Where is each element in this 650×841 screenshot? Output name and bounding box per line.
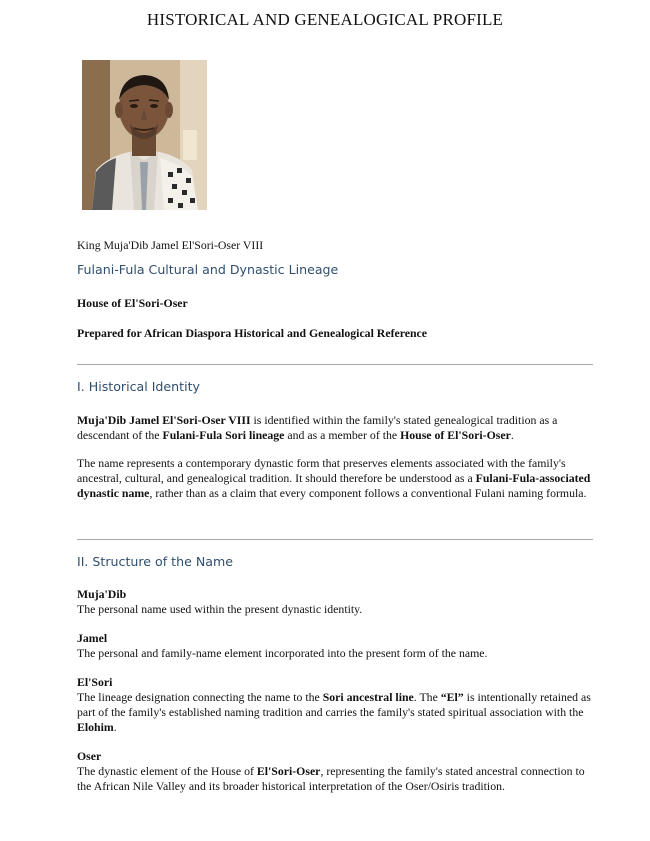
text-run: . xyxy=(113,720,117,734)
text-bold: Muja'Dib Jamel El'Sori-Oser VIII xyxy=(77,413,251,427)
text-run: is intentionally retained as part of the family's established naming tradition and carries the family's stated spiritual association with the xyxy=(77,690,591,719)
text-bold: Fulani-Fula Sori lineage xyxy=(162,428,285,442)
text-run: The dynastic element of the House of xyxy=(77,764,257,778)
text-run: The lineage designation connecting the name to the xyxy=(77,690,323,704)
text-run: is identified within the family's stated genealogical tradition as a descendant of the xyxy=(77,413,558,442)
text-run: , rather than as a claim that every component follows a conventional Fulani naming formula. xyxy=(149,486,587,500)
name-definition-jamel: The personal and family-name element incorporated into the present form of the name. xyxy=(77,646,488,660)
text-bold: House of El'Sori-Oser xyxy=(400,428,511,442)
name-term-oser: Oser xyxy=(77,749,102,763)
historical-identity-paragraph-2 xyxy=(77,456,593,501)
name-definition-mujadib: The personal name used within the present dynastic identity. xyxy=(77,602,363,616)
name-term-jamel: Jamel xyxy=(77,631,108,645)
name-definition-elsori xyxy=(77,690,593,735)
text-bold: El'Sori-Oser xyxy=(256,764,321,778)
text-run: . The xyxy=(413,690,441,704)
text-run: The name represents a contemporary dynastic form that preserves elements associated with the family's ancestral, cultural, and genealogical tradition. It should therefore be understood as a xyxy=(77,456,566,485)
name-definition-oser xyxy=(77,764,593,794)
text-bold: Fulani-Fula-associated dynastic name xyxy=(77,471,591,500)
section-divider xyxy=(77,539,593,540)
text-run: , representing the family's stated ancestral connection to the African Nile Valley and its broader historical interpretation of the Oser/Osiris tradition. xyxy=(77,764,585,793)
text-run: . xyxy=(510,428,514,442)
name-term-mujadib: Muja'Dib xyxy=(77,587,127,601)
text-run: and as a member of the xyxy=(284,428,401,442)
section-divider xyxy=(77,364,593,365)
text-bold: “El” xyxy=(440,690,464,704)
portrait-photo xyxy=(82,60,207,210)
name-term-elsori: El'Sori xyxy=(77,675,113,689)
house-name: House of El'Sori-Oser xyxy=(77,296,188,310)
subject-name: King Muja'Dib Jamel El'Sori-Oser VIII xyxy=(77,238,264,252)
text-bold: Elohim xyxy=(77,720,114,734)
document-title: HISTORICAL AND GENEALOGICAL PROFILE xyxy=(146,10,504,29)
historical-identity-paragraph-1 xyxy=(77,413,593,443)
portrait-illustration xyxy=(82,60,207,210)
prepared-for: Prepared for African Diaspora Historical and Genealogical Reference xyxy=(77,326,428,340)
section-heading-structure-of-name: II. Structure of the Name xyxy=(77,554,233,569)
section-heading-historical-identity: I. Historical Identity xyxy=(77,379,200,394)
lineage-heading: Fulani-Fula Cultural and Dynastic Lineage xyxy=(77,262,339,277)
text-bold: Sori ancestral line xyxy=(322,690,414,704)
